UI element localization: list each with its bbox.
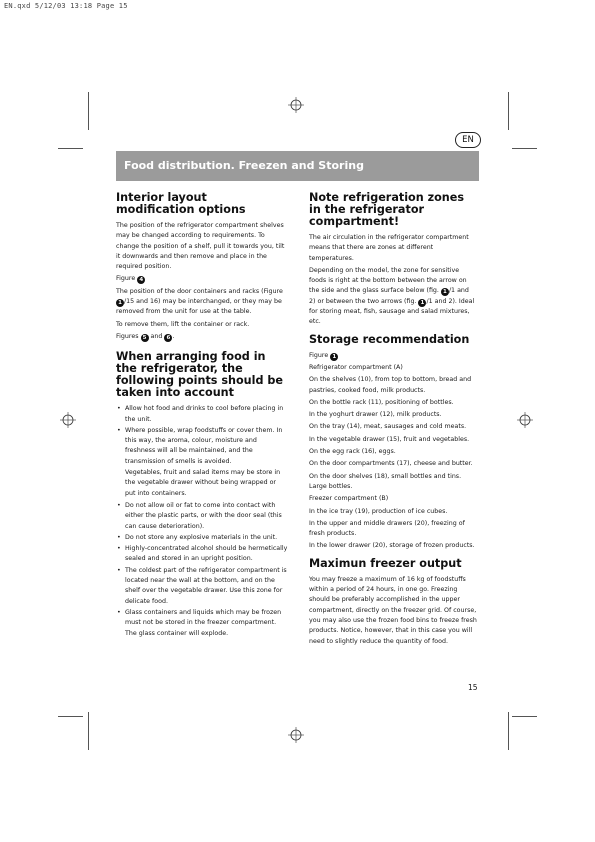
heading-freezer-output: Maximun freezer output [309,556,462,570]
text-fragment: /1 and 2) or between the two arrows (fig. [309,287,469,305]
figure-number-badge: 1 [330,353,338,361]
registration-mark-icon [288,727,304,743]
paragraph-freezer-output: You may freeze a maximum of 16 kg of foodstuffs within a period of 24 hours, in one go. Freezing should be preferably accomplished in the upper compartment, directly on the freezer grid. Of course, you may also use the frozen food bins to freeze fresh products. Notice, however, that in this case you will need to slightly reduce the quantity of food. [309,575,477,645]
storage-line: In the upper and middle drawers (20), freezing of fresh products. [309,519,465,538]
text-fragment: Depending on the model, the zone for sensitive foods is right at the bottom between the arrow on the side and the glass surface below (fig. [309,266,467,295]
storage-line: In the lower drawer (20), storage of frozen products. [309,542,475,550]
crop-mark [512,148,537,149]
heading-storage-recommendation: Storage recommendation [309,332,470,346]
storage-line: Freezer compartment (B) [309,495,389,503]
figure-reference [309,351,477,361]
text-fragment: . [172,332,175,340]
paragraph-shelves: The position of the refrigerator compartment shelves may be changed according to requirements. To change the position of a shelf, pull it towards you, tilt it downwards and then remove and place in the required position. [116,222,285,271]
text-fragment: The position of the door containers and racks (Figure [116,287,283,295]
left-column [116,192,288,640]
paragraph-door-containers [116,287,288,318]
storage-line: In the ice tray (19), production of ice cubes. [309,507,448,515]
storage-line: On the bottle rack (11), positioning of bottles. [309,398,454,406]
text-fragment: /15 and 16) may be interchanged, or they may be removed from the unit for use at the table. [116,298,282,316]
tips-list [116,404,288,639]
figure-number-badge: 1 [441,288,449,296]
list-item: • Do not store any explosive materials in the unit. [116,533,288,543]
crop-mark [88,92,89,130]
crop-mark [88,712,89,750]
crop-mark [58,148,83,149]
storage-line: On the door compartments (17), cheese and butter. [309,460,473,468]
heading-arranging-food: When arranging food in the refrigerator, the following points should be taken into account [116,350,283,400]
storage-line: In the yoghurt drawer (12), milk products. [309,411,442,419]
text-fragment: and [150,332,163,340]
text-fragment: Figures [116,332,139,340]
heading-refrigeration-zones: Note refrigeration zones in the refrigerator compartment! [309,191,465,228]
heading-layout-options: Interior layout modification options [116,191,246,216]
list-item-text: Where possible, wrap foodstuffs or cover them. In this way, the aroma, colour, moisture and freshness will all be maintained, and the transmission of smells is avoided. [125,426,283,465]
paragraph-remove: To remove them, lift the container or rack. [116,320,250,328]
storage-line: On the egg rack (16), eggs. [309,448,396,456]
figure-number-badge: 1 [116,299,124,307]
language-badge: EN [455,132,481,148]
figure-number-badge: 5 [141,334,149,342]
text-fragment: /1 and 2). Ideal for storing meat, fish, sausage and salad mixtures, etc. [309,297,475,326]
file-slug: EN.qxd 5/12/03 13:18 Page 15 [4,2,128,10]
list-item-continuation: Vegetables, fruit and salad items may be store in the vegetable drawer without being wrapped or put into containers. [125,469,281,497]
registration-mark-icon [288,97,304,113]
registration-mark-icon [517,412,533,428]
registration-mark-icon [60,412,76,428]
list-item: • Allow hot food and drinks to cool before placing in the unit. [116,404,288,425]
storage-line: On the shelves (10), from top to bottom, bread and pastries, cooked food, milk products. [309,376,472,394]
list-item: • Glass containers and liquids which may be frozen must not be stored in the freezer compartment. The glass container will explode. [116,608,288,639]
list-item [116,426,288,467]
storage-line: Refrigerator compartment (A) [309,363,403,371]
storage-line: On the door shelves (18), small bottles and tins. Large bottles. [309,472,462,490]
paragraph-air-circulation: The air circulation in the refrigerator compartment means that there are zones at different temperatures. [309,234,469,262]
figure-label: Figure [309,351,329,359]
section-banner: Food distribution. Freezen and Storing [116,151,479,181]
storage-line: On the tray (14), meat, sausages and cold meats. [309,423,467,431]
right-column [309,192,477,649]
crop-mark [58,716,83,717]
list-item: • Highly-concentrated alcohol should be hermetically sealed and stored in an upright position. [116,544,288,565]
figure-reference [116,274,288,284]
figures-reference [116,332,288,342]
crop-mark [508,92,509,130]
crop-mark [508,712,509,750]
crop-mark [512,716,537,717]
list-item: • Do not allow oil or fat to come into contact with either the plastic parts, or with the door seal (this can cause deterioration). [116,501,288,532]
list-item: • The coldest part of the refrigerator compartment is located near the wall at the bottom, and on the shelf over the vegetable drawer. Use this zone for delicate food. [116,566,288,607]
storage-line: In the vegetable drawer (15), fruit and vegetables. [309,435,470,443]
paragraph-sensitive-zone [309,266,477,328]
page-number: 15 [468,683,478,692]
figure-number-badge: 1 [418,299,426,307]
figure-label: Figure [116,275,136,283]
figure-number-badge: 6 [164,334,172,342]
figure-number-badge: 4 [137,276,145,284]
